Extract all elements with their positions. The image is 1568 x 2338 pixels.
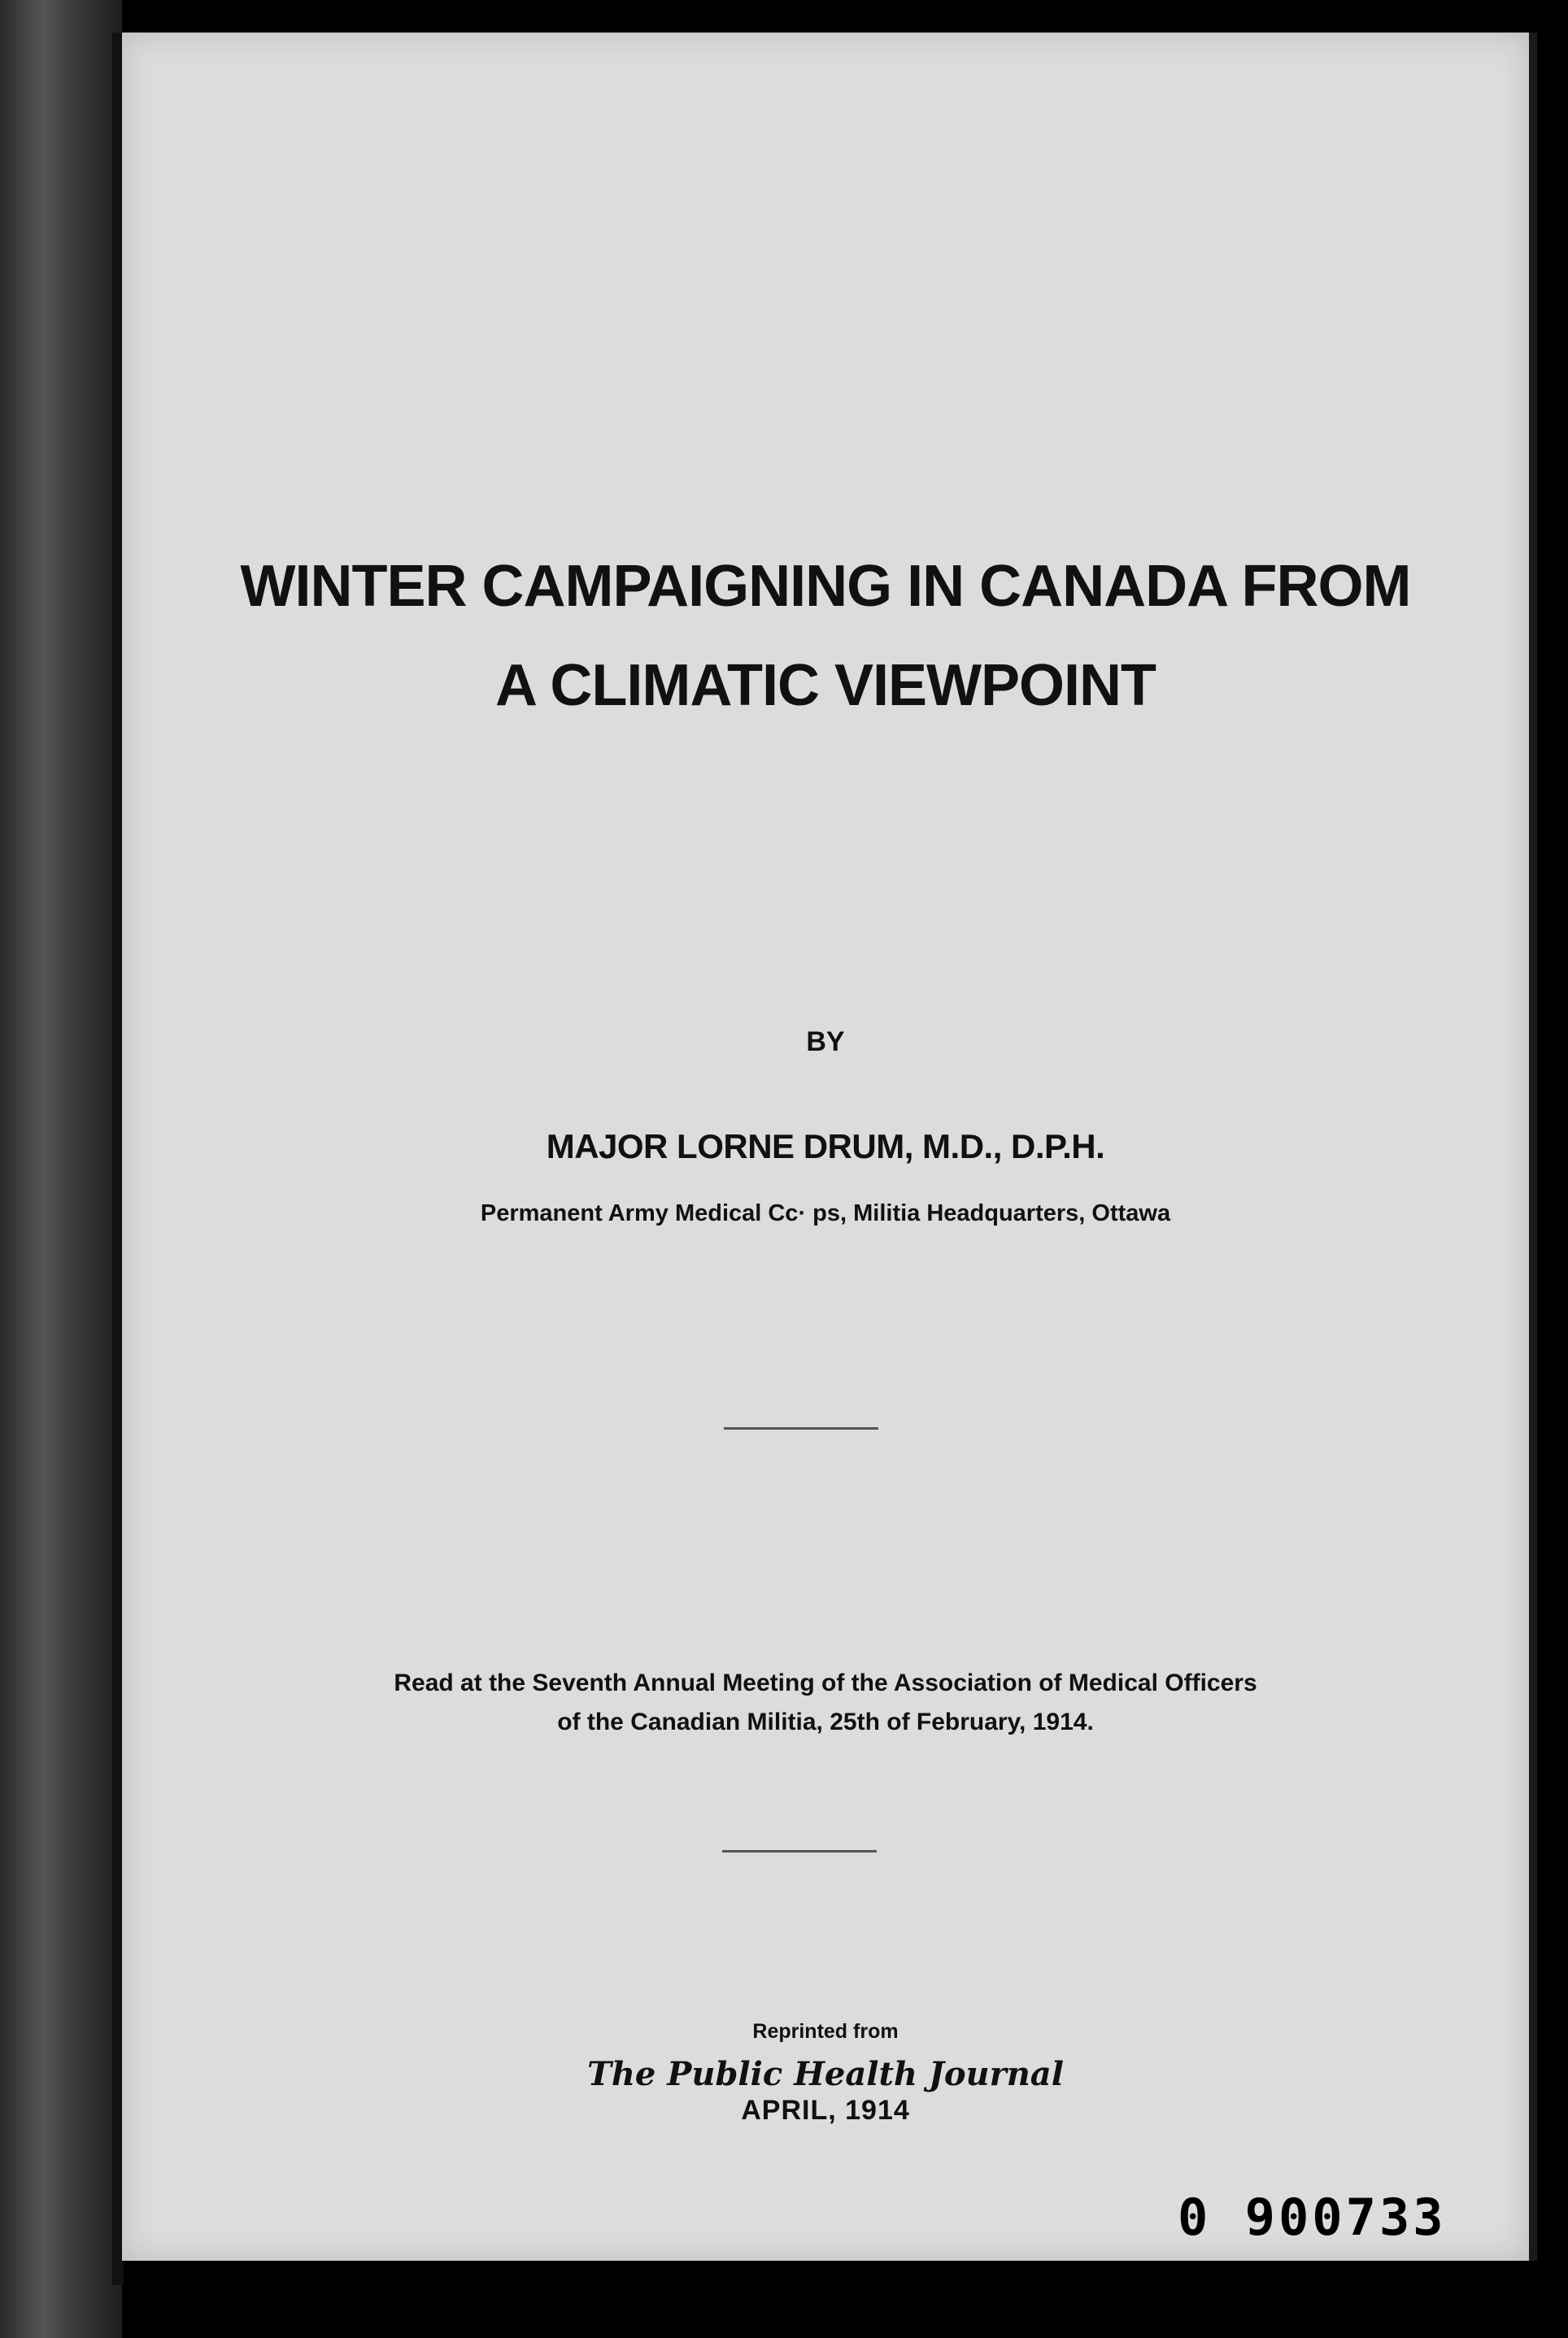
book-spine — [0, 0, 122, 2338]
page-edge — [1529, 33, 1537, 2261]
title-line-1: WINTER CAMPAIGNING IN CANADA FROM — [240, 554, 1411, 619]
presentation-note-line-1: Read at the Seventh Annual Meeting of the Association of Medical Officers — [394, 1670, 1257, 1696]
author-name: MAJOR LORNE DRUM, M.D., D.P.H. — [546, 1127, 1105, 1165]
presentation-note — [122, 1664, 1529, 1742]
divider-rule-1 — [724, 1427, 878, 1430]
catalog-number: 0 900733 — [1178, 2188, 1447, 2247]
title-line-2: A CLIMATIC VIEWPOINT — [495, 653, 1156, 718]
title-page — [122, 33, 1529, 2261]
author-affiliation: Permanent Army Medical Cc· ps, Militia Headquarters, Ottawa — [480, 1200, 1171, 1226]
divider-rule-2 — [722, 1850, 877, 1853]
publication-date: APRIL, 1914 — [741, 2095, 910, 2126]
reprinted-label: Reprinted from — [752, 2020, 899, 2043]
presentation-note-line-2: of the Canadian Militia, 25th of February, 1914. — [557, 1709, 1094, 1735]
document-title — [122, 537, 1529, 735]
by-label: BY — [806, 1026, 845, 1057]
journal-name: The Public Health Journal — [587, 2055, 1064, 2093]
